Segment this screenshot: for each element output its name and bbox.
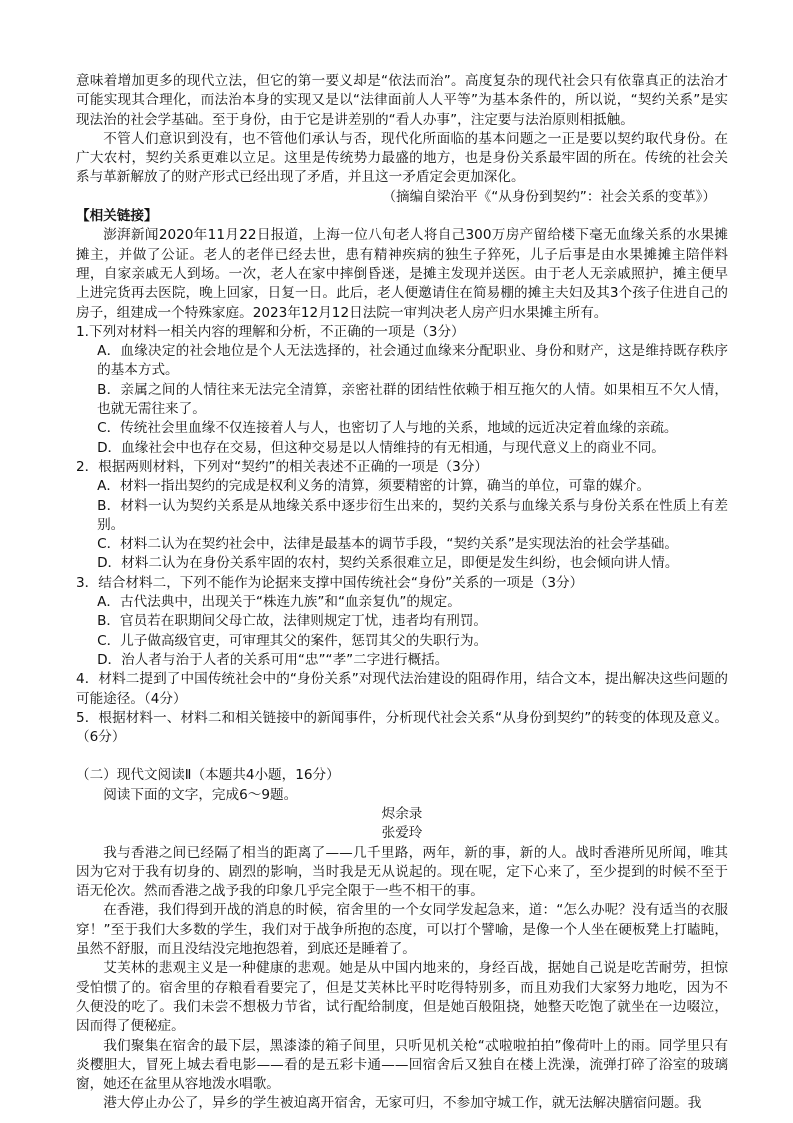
essay-paragraph: 港大停止办公了，异乡的学生被迫离开宿舍，无家可归，不参加守城工作，就无法解决膳宿问题。我 bbox=[103, 1095, 702, 1112]
question-5: 5．根据材料一、材料二和相关链接中的新闻事件，分析现代社会关系“从身份到契约”的转变的体现及意义。（6分） bbox=[76, 709, 728, 746]
option-c: C．儿子做高级官吏，可审理其父的案件，惩罚其父的失职行为。 bbox=[97, 632, 488, 649]
option-a: A．古代法典中，出现关于“株连九族”和“血亲复仇”的规定。 bbox=[97, 594, 461, 611]
option-b: B．材料一认为契约关系是从地缘关系中逐步衍生出来的，契约关系与血缘关系与身份关系在性质上有差别。 bbox=[97, 497, 728, 533]
question-1 bbox=[76, 323, 728, 458]
essay-title: 烬余录 bbox=[381, 805, 423, 822]
section-gap bbox=[76, 747, 728, 766]
question-4: 4．材料二提到了中国传统社会中的“身份关系”对现代法治建设的阻碍作用，结合文本，提出解决这些问题的可能途径。（4分） bbox=[76, 671, 728, 707]
question-2 bbox=[76, 458, 728, 574]
related-link-text: 澎湃新闻2020年11月22日报道，上海一位八旬老人将自己300万房产留给楼下毫无血缘关系的水果摊摊主，并做了公证。老人的老伴已经去世，患有精神疾病的独生子猝死，儿子后事是由水果摊摊主陪伴料理，自家亲戚无人到场。一次，老人在家中摔倒昏迷，是摊主发现并送医。由于老人无亲戚照护，摊主便早上进完货再去医院，晚上回家，日复一日。此后，老人便邀请住在简易棚的摊主夫妇及其3个孩子住进自己的房子，组建成一个特殊家庭。2023年12月12日法院一审判决老人房产归水果摊主所有。 bbox=[76, 227, 728, 321]
option-d: D．血缘社会中也存在交易，但这种交易是以人情维持的有无相通，与现代意义上的商业不同。 bbox=[97, 439, 665, 456]
question-stem: 1.下列对材料一相关内容的理解和分析，不正确的一项是（3分） bbox=[76, 323, 465, 340]
related-link-heading: 【相关链接】 bbox=[76, 208, 158, 225]
material-1-paragraph: 不管人们意识到没有，也不管他们承认与否，现代化所面临的基本问题之一正是要以契约取代身份。在广大农村，契约关系更难以立足。这里是传统势力最盛的地方，也是身份关系最牢固的所在。传统的社会关系与革新解放了的财产形式已经出现了矛盾，并且这一矛盾定会更加深化。 bbox=[76, 130, 728, 186]
exam-page bbox=[76, 72, 728, 1114]
essay-paragraph: 艾芙林的悲观主义是一种健康的悲观。她是从中国内地来的，身经百战，据她自己说是吃苦耐劳，担惊受怕惯了的。宿舍里的存粮看看要完了，但是艾芙林比平时吃得特别多，而且劝我们大家努力地吃，因为不久便没的吃了。我们未尝不想极力节省，试行配给制度，但是她百般阻挠，她整天吃饱了就坐在一边啜泣，因而得了便秘症。 bbox=[76, 960, 728, 1035]
section-2-instruction: 阅读下面的文字，完成6～9题。 bbox=[103, 786, 298, 803]
essay-paragraph: 我与香港之间已经隔了相当的距离了——几千里路，两年，新的事，新的人。战时香港所见所闻，唯其因为它对于我有切身的、剧烈的影响，当时我是无从说起的。现在呢，定下心来了，至少提到的时候不至于语无伦次。然而香港之战予我的印象几乎完全限于一些不相干的事。 bbox=[76, 844, 728, 900]
question-stem: 2．根据两则材料，下列对“契约”的相关表述不正确的一项是（3分） bbox=[76, 458, 489, 475]
question-stem: 3．结合材料二，下列不能作为论据来支撑中国传统社会“身份”关系的一项是（3分） bbox=[76, 574, 584, 591]
section-2-heading: （二）现代文阅读Ⅱ（本题共4小题，16分） bbox=[76, 767, 340, 784]
option-c: C．材料二认为在契约社会中，法律是最基本的调节手段，“契约关系”是实现法治的社会学基础。 bbox=[97, 536, 678, 553]
essay-paragraph: 在香港，我们得到开战的消息的时候，宿舍里的一个女同学发起急来，道：“怎么办呢？没有适当的衣服穿！”至于我们大多数的学生，我们对于战争所抱的态度，可以打个譬喻，是像一个人坐在硬板凳上打瞌盹，虽然不舒服，而且没结没完地抱怨着，到底还是睡着了。 bbox=[76, 902, 728, 958]
option-b: B．官员若在职期间父母亡故，法律则规定丁忧，违者均有刑罚。 bbox=[97, 613, 488, 630]
question-3 bbox=[76, 574, 728, 670]
option-a: A．材料一指出契约的完成是权利义务的清算，须要精密的计算，确当的单位，可靠的媒介。 bbox=[97, 478, 651, 495]
option-a: A．血缘决定的社会地位是个人无法选择的，社会通过血缘来分配职业、身份和财产，这是维持既存秩序的基本方式。 bbox=[97, 343, 728, 379]
essay-paragraph: 我们聚集在宿舍的最下层，黑漆漆的箱子间里，只听见机关枪“忒啦啦拍拍”像荷叶上的雨。同学里只有炎樱胆大，冒死上城去看电影——看的是五彩卡通——回宿舍后又独自在楼上洗澡，流弹打碎了浴室的玻璃窗，她还在盆里从容地泼水唱歌。 bbox=[76, 1037, 728, 1093]
option-b: B．亲属之间的人情往来无法完全清算，亲密社群的团结性依赖于相互拖欠的人情。如果相互不欠人情，也就无需往来了。 bbox=[97, 381, 728, 418]
option-d: D．治人者与治于人者的关系可用“忠”“孝”二字进行概括。 bbox=[97, 651, 449, 668]
option-d: D．材料二认为在身份关系牢固的农村，契约关系很难立足，即便是发生纠纷，也会倾向讲人情。 bbox=[97, 555, 679, 572]
option-c: C．传统社会里血缘不仅连接着人与人，也密切了人与地的关系，地域的远近决定着血缘的亲疏。 bbox=[97, 420, 678, 437]
material-1-paragraph: 意味着增加更多的现代立法，但它的第一要义却是“依法而治”。高度复杂的现代社会只有依靠真正的法治才可能实现其合理化，而法治本身的实现又是以“法律面前人人平等”为基本条件的，所以说，“契约关系”是实现法治的社会学基础。至于身份，由于它是讲差别的“看人办事”，注定要与法治原则相抵触。 bbox=[76, 73, 728, 128]
essay-author: 张爱玲 bbox=[381, 825, 423, 842]
source-citation: （摘编自梁治平《“从身份到契约”：社会关系的变革》） bbox=[382, 188, 716, 205]
